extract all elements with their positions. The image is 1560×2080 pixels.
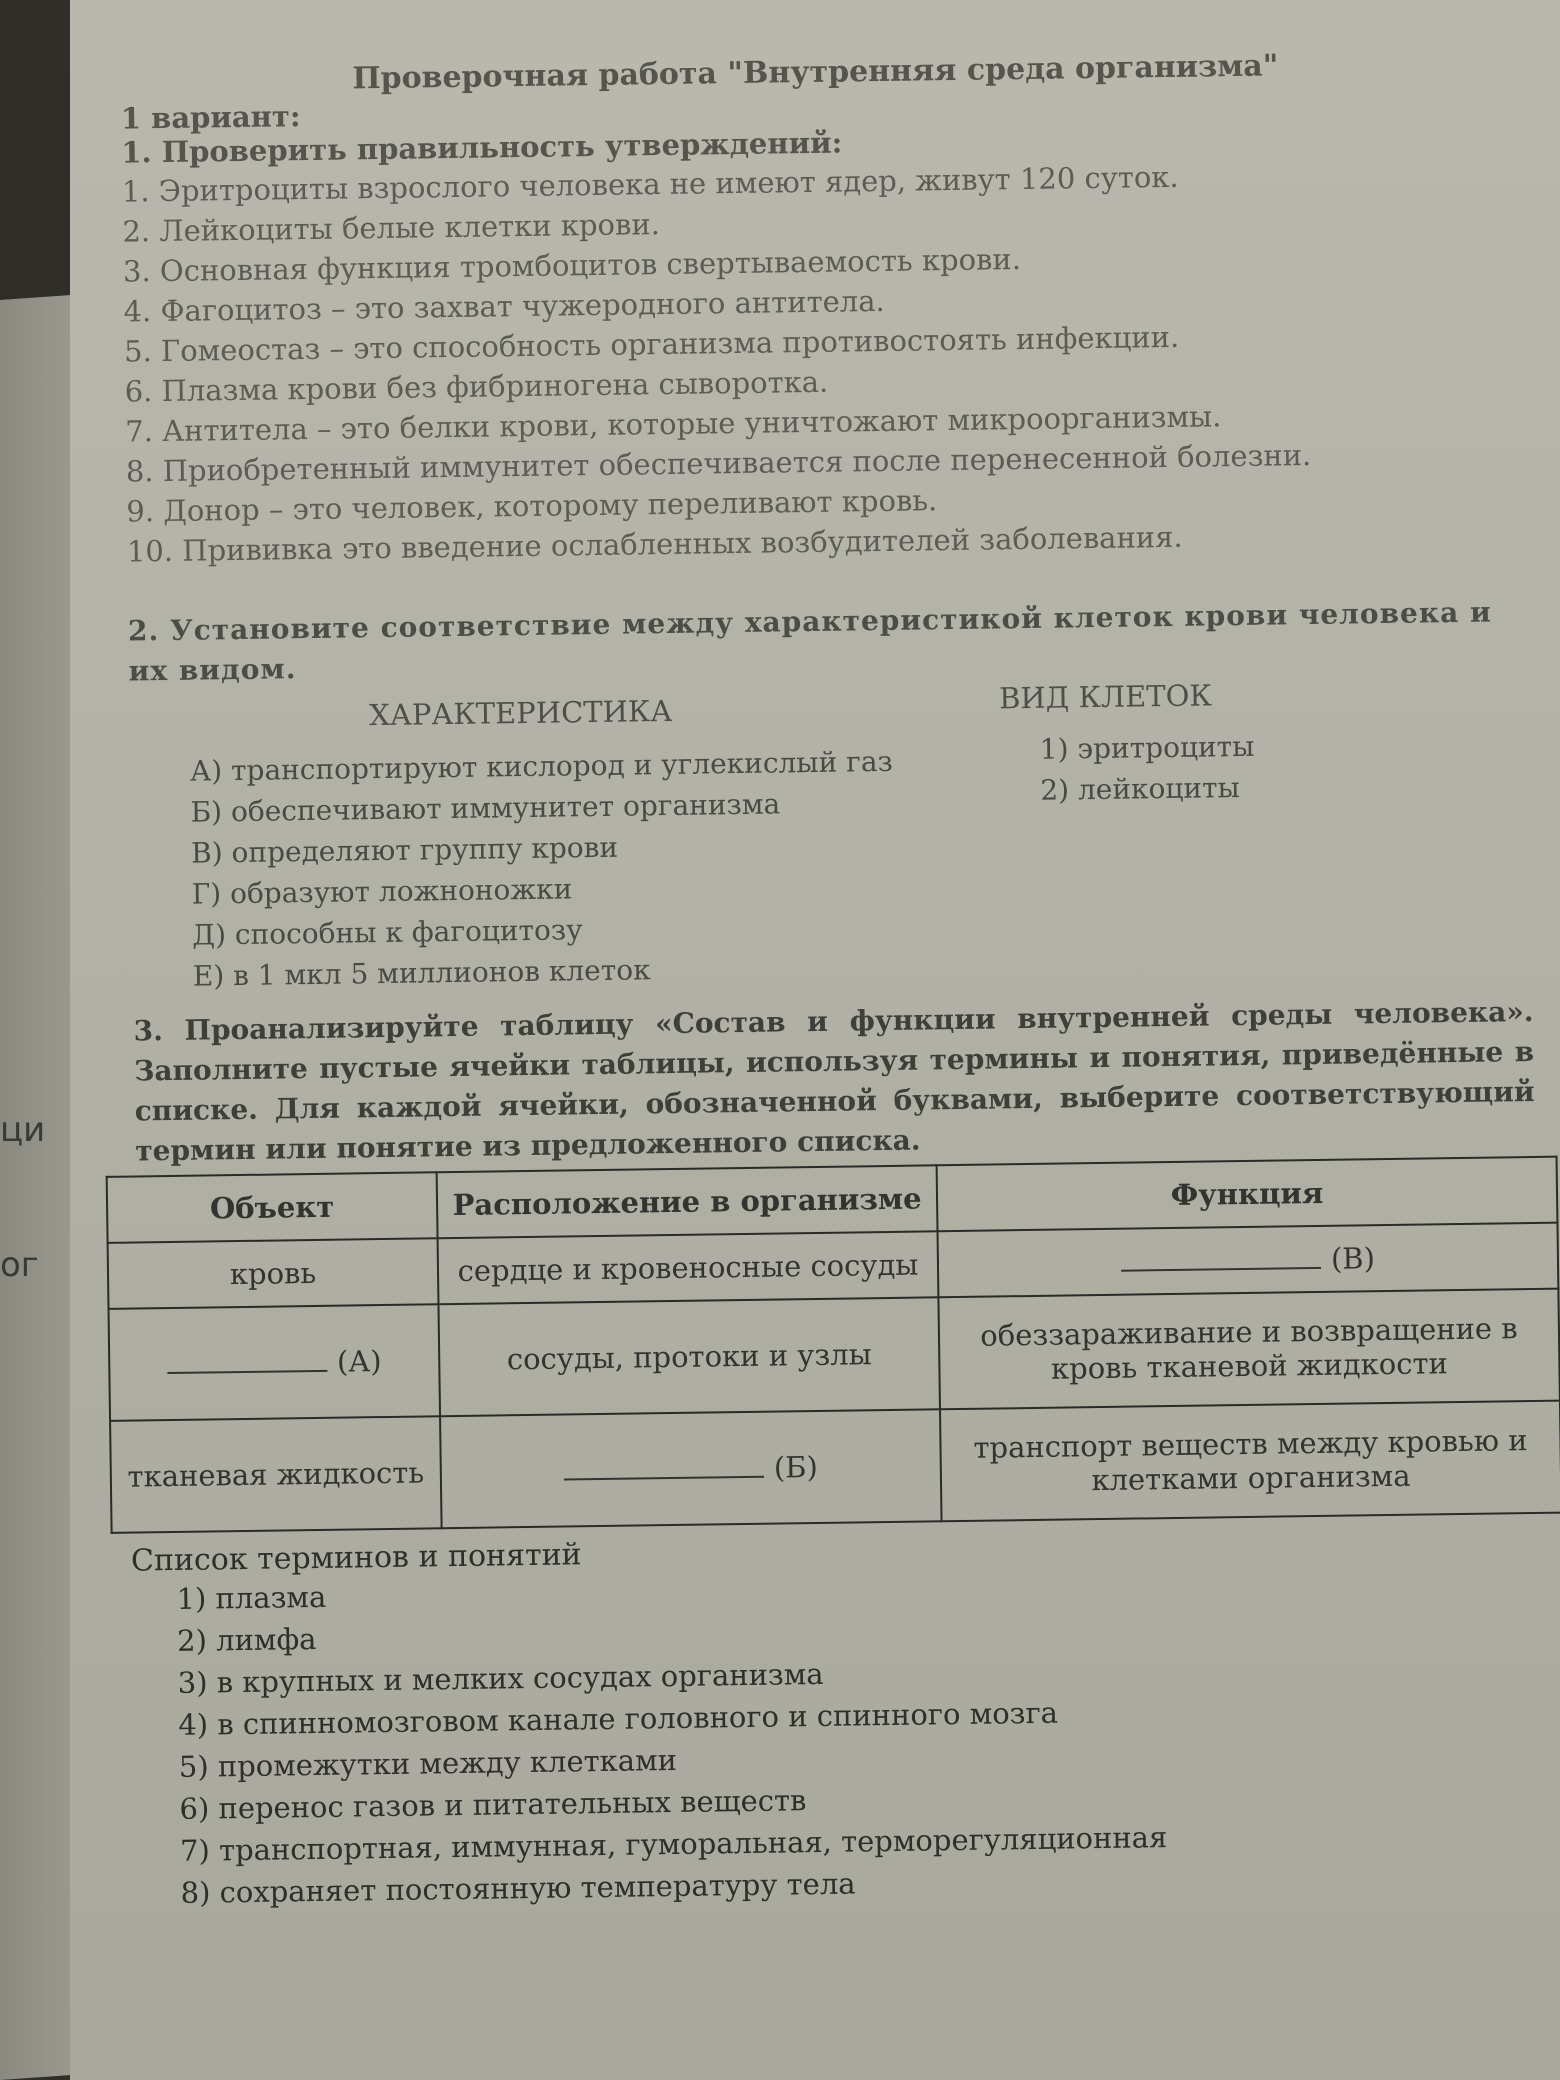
cell-kind-item: 2) лейкоциты [1040, 771, 1241, 807]
table-row [110, 1401, 1560, 1533]
underlying-text-fragment: ог [0, 1245, 39, 1285]
characteristic-item: Е) в 1 мкл 5 миллионов клеток [192, 953, 651, 993]
table-cell-blank [440, 1409, 942, 1528]
term-item: 2) лимфа [176, 1621, 317, 1658]
statement-item: 5. Гомеостаз – это способность организма противостоять инфекции. [123, 319, 1180, 369]
variant-label: 1 вариант: [120, 99, 301, 136]
statement-item: 8. Приобретенный иммунитет обеспечивается после перенесенной болезни. [125, 437, 1312, 489]
characteristic-item: Б) обеспечивают иммунитет организма [190, 787, 781, 829]
statement-item: 6. Плазма крови без фибриногена сыворотка. [124, 364, 829, 409]
statement-list [122, 152, 1547, 572]
characteristic-list [190, 741, 896, 997]
characteristic-item: А) транспортируют кислород и углекислый газ [189, 744, 894, 788]
underlying-text-fragment: ци [0, 1110, 46, 1150]
table-cell: обеззараживание и возвращение в кровь тканевой жидкости [938, 1289, 1560, 1410]
terms-list [176, 1559, 1560, 1914]
question-1-heading: 1. Проверить правильность утверждений: [121, 125, 843, 170]
table-header-location: Расположение в организме [437, 1165, 938, 1238]
question-3-heading: 3. Проанализируйте таблицу «Состав и функции внутренней среды человека». Заполните пустые ячейки таблицы, используя термины и понятия, приведённые в списке. Для каждой ячейки, обозначенной буквами, выберите соответствующий термин или понятие из предложенного списка. [133, 994, 1535, 1168]
table-header-object: Объект [107, 1172, 438, 1243]
term-item: 7) транспортная, иммунная, гуморальная, терморегуляционная [179, 1820, 1168, 1868]
characteristic-column-header: ХАРАКТЕРИСТИКА [369, 693, 673, 733]
blood-environment-table [106, 1156, 1560, 1534]
cell-kind-item: 1) эритроциты [1039, 729, 1255, 766]
worksheet-content [90, 35, 1560, 1915]
statement-item: 3. Основная функция тромбоцитов свертываемость крови. [122, 242, 1022, 289]
table-cell: тканевая жидкость [110, 1416, 442, 1533]
statement-item: 7. Антитела – это белки крови, которые уничтожают микроорганизмы. [125, 399, 1222, 449]
table-cell: транспорт веществ между кровью и клетками организма [940, 1401, 1560, 1522]
term-item: 3) в крупных и мелких сосудах организма [177, 1656, 824, 1700]
terms-list-title: Список терминов и понятий [130, 1537, 582, 1579]
blank-mark: (А) [336, 1344, 382, 1379]
table-row [109, 1289, 1560, 1421]
answer-blank-line [167, 1348, 327, 1374]
statement-item: 2. Лейкоциты белые клетки крови. [122, 207, 661, 249]
statement-item: 4. Фагоцитоз – это захват чужеродного антитела. [123, 283, 885, 329]
characteristic-item: В) определяют группу крови [190, 830, 619, 870]
cell-kind-list [1040, 726, 1256, 811]
worksheet-title: Проверочная работа "Внутренняя среда организма" [352, 48, 1279, 97]
table-header-function: Функция [937, 1157, 1558, 1232]
term-item: 4) в спинномозговом канале головного и спинного мозга [178, 1695, 1059, 1742]
question-2-heading: 2. Установите соответствие между характеристикой клеток крови человека и их видом. [127, 595, 1492, 688]
answer-blank-line [1121, 1245, 1321, 1272]
table-cell: кровь [108, 1238, 439, 1309]
table-cell: сосуды, протоки и узлы [438, 1297, 940, 1416]
statement-item: 1. Эритроциты взрослого человека не имеют ядер, живут 120 суток. [121, 159, 1179, 209]
statement-item: 9. Донор – это человек, которому переливают кровь. [126, 483, 938, 529]
statement-item: 10. Прививка это введение ослабленных возбудителей заболевания. [126, 519, 1183, 569]
blank-mark: (Б) [773, 1449, 818, 1485]
term-item: 1) плазма [176, 1579, 327, 1616]
answer-blank-line [564, 1454, 764, 1481]
characteristic-item: Д) способны к фагоцитозу [192, 913, 583, 952]
term-item: 6) перенос газов и питательных веществ [179, 1783, 807, 1826]
table-cell-blank [109, 1304, 441, 1421]
worksheet-paper [70, 0, 1560, 2080]
characteristic-item: Г) образуют ложноножки [191, 872, 573, 911]
blank-mark: (В) [1330, 1241, 1376, 1276]
cell-kind-column-header: ВИД КЛЕТОК [998, 678, 1213, 716]
term-item: 8) сохраняет постоянную температуру тела [180, 1866, 856, 1910]
table-cell: сердце и кровеносные сосуды [438, 1231, 939, 1304]
table-cell-blank [938, 1223, 1559, 1298]
matching-block [99, 678, 1553, 1002]
term-item: 5) промежутки между клетками [178, 1742, 678, 1784]
